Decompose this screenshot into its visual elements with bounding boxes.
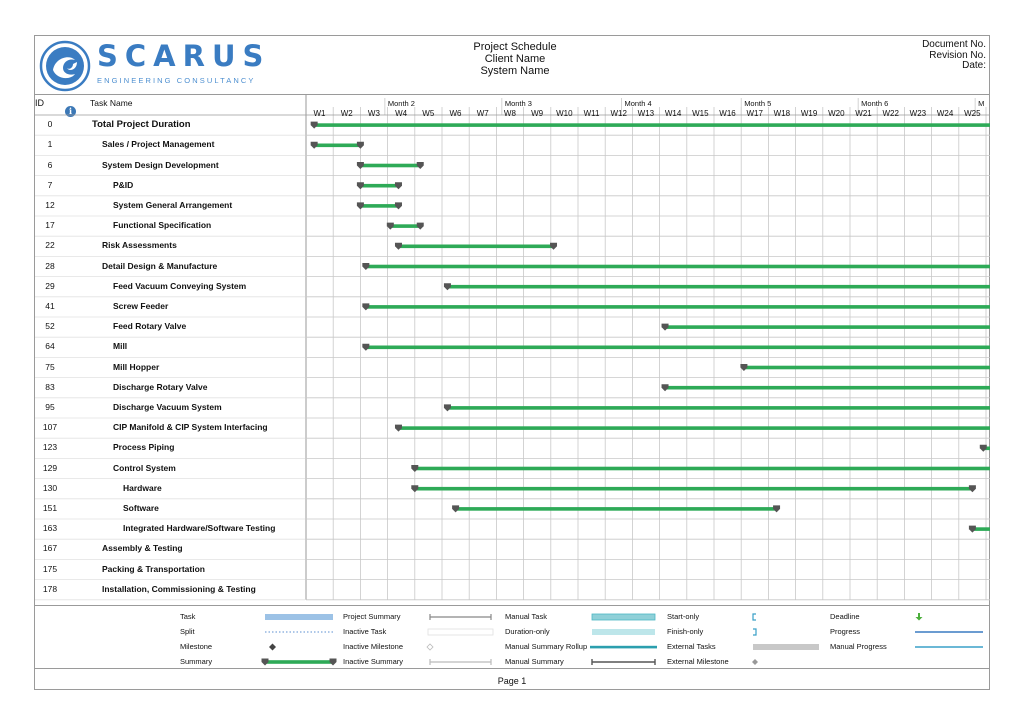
week-label: W22 [882, 109, 899, 118]
legend-label: Inactive Task [343, 627, 387, 636]
legend-label: Task [180, 612, 196, 621]
week-label: W25 [964, 109, 981, 118]
task-name[interactable]: Detail Design & Manufacture [102, 260, 218, 271]
week-label: W24 [936, 109, 954, 118]
week-label: W1 [313, 109, 326, 118]
task-name[interactable]: Sales / Project Management [102, 139, 215, 150]
task-id: 29 [45, 280, 55, 291]
task-name[interactable]: Mill Hopper [113, 361, 160, 372]
task-id: 41 [45, 300, 55, 311]
legend-label: Inactive Summary [343, 657, 404, 666]
task-id: 75 [45, 361, 55, 372]
week-label: W3 [367, 109, 380, 118]
task-name[interactable]: Risk Assessments [102, 240, 177, 251]
task-id: 28 [45, 260, 55, 271]
deadline-arrow-icon [916, 613, 923, 621]
start-only-sample [753, 614, 756, 620]
column-header-id: ID [35, 98, 44, 108]
legend-graphics [35, 36, 991, 676]
project-summary-sample [430, 614, 491, 620]
task-id: 178 [42, 583, 58, 594]
legend-label: Manual Progress [830, 642, 887, 651]
week-label: W6 [449, 109, 462, 118]
legend-label: Deadline [830, 612, 860, 621]
task-name[interactable]: System General Arrangement [113, 199, 233, 210]
week-label: W8 [503, 109, 516, 118]
page-number: Page 1 [497, 676, 527, 686]
task-name[interactable]: Control System [113, 462, 176, 473]
task-id: 83 [45, 381, 55, 392]
external-tasks-sample [753, 644, 819, 650]
footer-divider [35, 668, 989, 669]
week-label: W12 [610, 109, 627, 118]
task-name[interactable]: Discharge Rotary Valve [113, 381, 208, 392]
month-label: Month 5 [744, 99, 772, 108]
task-name[interactable]: Installation, Commissioning & Testing [102, 583, 256, 594]
task-id: 167 [42, 543, 58, 554]
task-sample [265, 614, 333, 620]
week-label: W19 [800, 109, 818, 118]
task-name[interactable]: Total Project Duration [92, 119, 191, 131]
title-line-2: Client Name [484, 53, 546, 65]
task-name[interactable]: Integrated Hardware/Software Testing [123, 523, 276, 534]
week-label: W18 [773, 109, 791, 118]
task-name[interactable]: Feed Vacuum Conveying System [113, 280, 247, 291]
task-id: 64 [45, 341, 55, 352]
week-label: W16 [719, 109, 736, 118]
legend-label: Finish-only [667, 627, 704, 636]
task-id: 175 [42, 563, 58, 574]
legend-label: Start-only [667, 612, 700, 621]
legend-label: External Milestone [667, 657, 729, 666]
inactive-summary-sample [430, 659, 491, 665]
task-id: 12 [45, 199, 55, 210]
month-label: Month 2 [387, 99, 415, 108]
legend-label: External Tasks [667, 642, 716, 651]
week-label: W7 [476, 109, 489, 118]
date-label: Date: [962, 60, 986, 71]
task-name[interactable]: Hardware [123, 482, 162, 493]
task-name[interactable]: Assembly & Testing [102, 543, 183, 554]
legend-label: Manual Task [505, 612, 547, 621]
legend-label: Project Summary [343, 612, 401, 621]
week-label: W10 [556, 109, 573, 118]
title-line-3: System Name [480, 65, 550, 77]
task-id: 107 [42, 422, 58, 433]
legend-label: Duration-only [505, 627, 550, 636]
manual-task-sample [592, 614, 655, 620]
inactive-milestone-sample [427, 644, 433, 650]
task-name[interactable]: System Design Development [102, 159, 219, 170]
inactive-task-sample [428, 629, 493, 635]
week-label: W17 [746, 109, 763, 118]
task-name[interactable]: Functional Specification [113, 220, 212, 231]
week-label: W11 [583, 109, 600, 118]
task-id: 52 [45, 321, 55, 332]
month-label: M [978, 99, 985, 108]
task-id: 151 [42, 502, 58, 513]
week-label: W21 [855, 109, 872, 118]
week-label: W15 [692, 109, 709, 118]
task-name[interactable]: Packing & Transportation [102, 563, 205, 574]
week-label: W23 [909, 109, 927, 118]
task-id: 6 [47, 159, 53, 170]
task-id: 1 [47, 139, 53, 150]
external-milestone-sample [752, 659, 758, 665]
legend-label: Inactive Milestone [343, 642, 404, 651]
task-name[interactable]: Software [123, 502, 159, 513]
milestone-sample [269, 644, 276, 651]
task-id: 163 [42, 523, 58, 534]
title-line-1: Project Schedule [473, 41, 557, 53]
task-name[interactable]: Screw Feeder [113, 300, 169, 311]
manual-summary-rollup-sample [590, 646, 657, 649]
month-label: Month 4 [624, 99, 652, 108]
week-label: W14 [664, 109, 682, 118]
task-id: 130 [42, 482, 58, 493]
legend-label: Split [180, 627, 195, 636]
legend-label: Progress [830, 627, 861, 636]
page-frame [34, 35, 990, 690]
duration-only-sample [592, 629, 655, 635]
manual-summary-sample [592, 659, 655, 665]
task-id: 129 [42, 462, 58, 473]
week-label: W13 [637, 109, 655, 118]
brand-subtitle: ENGINEERING CONSULTANCY [97, 76, 256, 85]
week-label: W4 [395, 109, 408, 118]
legend-label: Summary [180, 657, 213, 666]
task-id: 0 [47, 119, 53, 130]
week-label: W20 [828, 109, 845, 118]
column-header-task-name: Task Name [90, 98, 133, 108]
summary-sample [265, 660, 333, 664]
task-name[interactable]: CIP Manifold & CIP System Interfacing [113, 422, 268, 433]
task-name[interactable]: Mill [113, 341, 128, 352]
task-id: 22 [45, 240, 55, 251]
week-label: W2 [340, 109, 353, 118]
task-id: 95 [45, 401, 55, 412]
week-label: W5 [422, 109, 435, 118]
task-name[interactable]: Discharge Vacuum System [113, 401, 222, 412]
brand-name: SCARUS [97, 39, 271, 73]
legend-label: Milestone [180, 642, 213, 651]
month-label: Month 3 [504, 99, 532, 108]
document-no: Document No. [922, 39, 986, 50]
task-id: 123 [42, 442, 58, 453]
task-id: 7 [47, 179, 53, 190]
task-name[interactable]: P&ID [113, 179, 134, 190]
summary-sample-start [262, 659, 269, 666]
finish-only-sample [753, 629, 756, 635]
legend-label: Manual Summary Rollup [505, 642, 588, 651]
week-label: W9 [531, 109, 544, 118]
month-label: Month 6 [861, 99, 889, 108]
summary-sample-end [330, 659, 337, 666]
task-name[interactable]: Process Piping [113, 442, 175, 453]
task-id: 17 [45, 220, 55, 231]
legend-label: Manual Summary [505, 657, 564, 666]
info-icon: i [65, 106, 76, 117]
revision-no: Revision No. [929, 49, 986, 61]
task-name[interactable]: Feed Rotary Valve [113, 321, 187, 332]
